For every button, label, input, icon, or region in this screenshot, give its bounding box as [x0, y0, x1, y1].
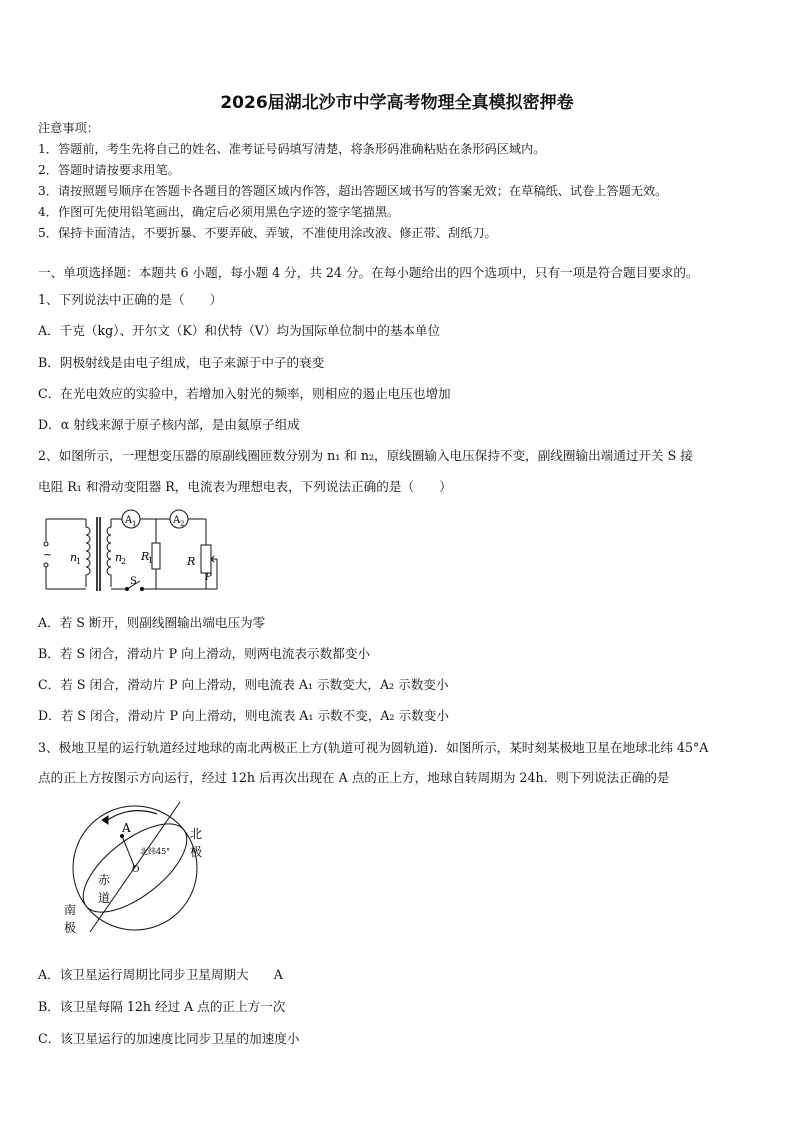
- notice-item-2: 2．答题时请按要求用笔。: [38, 163, 180, 177]
- notice-item-5: 5．保持卡面清洁，不要折暴、不要弄破、弄皱，不准使用涂改液、修正带、刮纸刀。: [38, 226, 497, 240]
- south-pole-label-1: 南: [64, 903, 77, 917]
- polar-satellite-diagram: [50, 792, 220, 942]
- r-label: R: [187, 555, 196, 568]
- q1-option-c: C．在光电效应的实验中，若增加入射光的频率，则相应的遏止电压也增加: [38, 386, 451, 401]
- ammeter-a1-subscript: 1: [132, 520, 137, 528]
- notice-heading: 注意事项：: [38, 121, 99, 135]
- q1-option-d: D．α 射线来源于原子核内部，是由氦原子组成: [38, 417, 300, 432]
- north-pole-label-2: 极: [190, 845, 203, 859]
- north-pole-label-1: 北: [190, 827, 203, 841]
- r1-subscript: 1: [148, 556, 154, 565]
- south-pole-label-2: 极: [64, 921, 77, 935]
- q3-stem-line2: 点的正上方按图示方向运行，经过 12h 后再次出现在 A 点的正上方，地球自转周期为 24h．则下列说法正确的是: [38, 770, 670, 785]
- q2-option-c: C．若 S 闭合，滑动片 P 向上滑动，则电流表 A₁ 示数变大，A₂ 示数变小: [38, 677, 449, 692]
- n1-subscript: 1: [76, 557, 82, 566]
- n2-label: n: [115, 551, 123, 564]
- switch-s-label: S: [130, 576, 137, 587]
- equator-label-2: 道: [98, 891, 111, 905]
- page-title: 2026届湖北沙市中学高考物理全真模拟密押卷: [220, 93, 574, 113]
- q2-option-d: D．若 S 闭合，滑动片 P 向上滑动，则电流表 A₁ 示数不变，A₂ 示数变小: [38, 708, 449, 723]
- n1-label: n: [70, 551, 78, 564]
- q3-option-c: C．该卫星运行的加速度比同步卫星的加速度小: [38, 1031, 300, 1046]
- point-a-label: A: [122, 821, 131, 835]
- q2-option-a: A．若 S 断开，则副线圈输出端电压为零: [38, 615, 266, 630]
- slider-p-label: P: [205, 572, 212, 583]
- center-o-label: O: [132, 865, 140, 875]
- ammeter-a2-subscript: 2: [180, 520, 185, 528]
- q2-stem-line1: 2、如图所示，一理想变压器的原副线圈匝数分别为 n₁ 和 n₂，原线圈输入电压保持不变，副线圈输出端通过开关 S 接: [38, 448, 693, 463]
- ammeter-a2-label: A: [173, 515, 181, 526]
- q1-option-b: B．阴极射线是由电子组成，电子来源于中子的衰变: [38, 355, 325, 370]
- q3-option-b: B．该卫星每隔 12h 经过 A 点的正上方一次: [38, 999, 286, 1014]
- q2-option-b: B．若 S 闭合，滑动片 P 向上滑动，则两电流表示数都变小: [38, 646, 371, 661]
- ammeter-a1-label: A: [125, 515, 133, 526]
- notice-item-1: 1．答题前，考生先将自己的姓名、准考证号码填写清楚，将条形码准确粘贴在条形码区域内。: [38, 142, 546, 156]
- q2-stem-line2: 电阻 R₁ 和滑动变阻器 R，电流表为理想电表，下列说法正确的是（ ）: [38, 479, 452, 494]
- q1-option-a: A．千克（kg）、开尔文（K）和伏特（V）均为国际单位制中的基本单位: [38, 323, 441, 338]
- equator-label-1: 赤: [98, 873, 111, 887]
- notice-item-4: 4．作图可先使用铅笔画出，确定后必须用黑色字迹的签字笔描黑。: [38, 205, 400, 219]
- section-heading: 一、单项选择题：本题共 6 小题，每小题 4 分，共 24 分。在每小题给出的四个选项中，只有一项是符合题目要求的。: [38, 265, 699, 280]
- notice-item-3: 3．请按照题号顺序在答题卡各题目的答题区域内作答，超出答题区域书写的答案无效；在草稿纸、试卷上答题无效。: [38, 184, 668, 198]
- q3-option-a: A．该卫星运行周期比同步卫星周期大 A: [38, 967, 283, 982]
- q3-stem-line1: 3、极地卫星的运行轨道经过地球的南北两极正上方(轨道可视为圆轨道)．如图所示，某时刻某极地卫星在地球北纬 45°A: [38, 740, 709, 755]
- transformer-circuit-diagram: [36, 505, 226, 597]
- r1-label: R: [141, 550, 150, 563]
- q1-stem: 1、下列说法中正确的是（ ）: [38, 292, 223, 307]
- ac-source-symbol: ~: [43, 548, 53, 561]
- latitude-label: 北纬45°: [140, 847, 171, 856]
- n2-subscript: 2: [121, 557, 127, 566]
